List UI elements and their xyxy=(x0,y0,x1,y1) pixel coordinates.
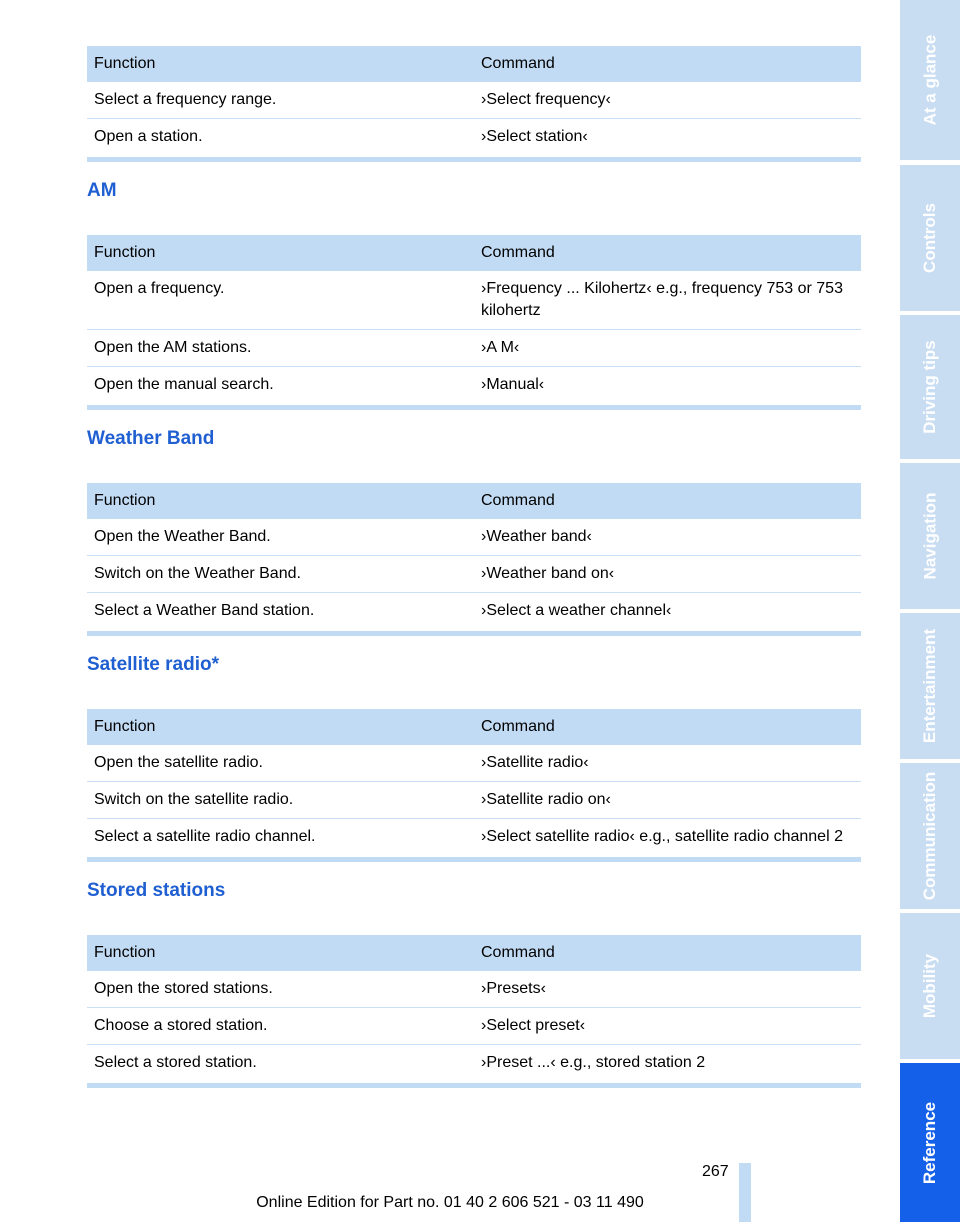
section-title-satellite-radio: Satellite radio* xyxy=(87,654,219,675)
column-header-command: Command xyxy=(474,235,861,271)
table-row xyxy=(87,119,861,156)
function-cell: Select a stored station. xyxy=(94,1054,257,1071)
table-row xyxy=(87,593,861,630)
command-cell: ›Frequency ... Kilohertz‹ e.g., frequency 753 or 753 kilohertz xyxy=(474,271,861,330)
section-title-stored-stations: Stored stations xyxy=(87,880,226,901)
sidebar-tab-controls[interactable] xyxy=(900,165,960,311)
command-cell: ›Manual‹ xyxy=(481,376,545,393)
chapter-sidebar xyxy=(900,0,960,1222)
function-cell: Open the stored stations. xyxy=(87,971,474,1008)
page-content xyxy=(87,46,861,1088)
page-number: 267 xyxy=(702,1163,729,1180)
sidebar-tab-label: Controls xyxy=(920,203,940,273)
function-cell: Select a satellite radio channel. xyxy=(94,828,316,845)
column-header-function: Function xyxy=(87,935,474,971)
command-table-am xyxy=(87,235,861,403)
function-cell: Open the manual search. xyxy=(94,376,274,393)
sidebar-tab-reference[interactable] xyxy=(900,1063,960,1222)
sidebar-tab-label: Communication xyxy=(920,771,940,901)
sidebar-tab-label: Entertainment xyxy=(920,628,940,744)
function-cell: Switch on the satellite radio. xyxy=(87,782,474,819)
table-row xyxy=(87,556,861,593)
section-title-weather-band: Weather Band xyxy=(87,428,215,449)
sidebar-tab-label: Reference xyxy=(920,1101,939,1184)
table-end-bar xyxy=(87,1083,861,1088)
footer-edition-note: Online Edition for Part no. 01 40 2 606 521 - 03 11 490 xyxy=(256,1194,644,1211)
table-row xyxy=(87,782,861,819)
sidebar-tab-entertainment[interactable] xyxy=(900,613,960,759)
column-header-function: Function xyxy=(87,709,474,745)
table-row xyxy=(87,819,861,856)
table-row xyxy=(87,745,861,782)
sidebar-tab-driving-tips[interactable] xyxy=(900,315,960,459)
column-header-command: Command xyxy=(474,935,861,971)
function-cell: Open a frequency. xyxy=(87,271,474,330)
table-row xyxy=(87,1045,861,1082)
page-number-bar xyxy=(739,1163,751,1222)
column-header-command: Command xyxy=(474,709,861,745)
command-cell: ›Select station‹ xyxy=(481,128,588,145)
command-table-weather-band xyxy=(87,483,861,629)
command-cell: ›Satellite radio on‹ xyxy=(474,782,861,819)
sidebar-tab-label: Driving tips xyxy=(920,340,940,434)
function-cell: Select a frequency range. xyxy=(87,82,474,119)
table-row xyxy=(87,1008,861,1045)
command-cell: ›Select preset‹ xyxy=(474,1008,861,1045)
column-header-command: Command xyxy=(474,46,861,82)
table-row xyxy=(87,367,861,404)
command-table-stored-stations xyxy=(87,935,861,1081)
function-cell: Select a Weather Band station. xyxy=(94,602,315,619)
section-title-am: AM xyxy=(87,180,117,201)
command-cell: ›Presets‹ xyxy=(474,971,861,1008)
command-cell: ›Select frequency‹ xyxy=(474,82,861,119)
sidebar-tab-label: Mobility xyxy=(920,953,939,1019)
command-cell: ›Select satellite radio‹ e.g., satellite radio channel 2 xyxy=(481,828,843,845)
command-table-tuning xyxy=(87,46,861,155)
column-header-function: Function xyxy=(87,483,474,519)
column-header-function: Function xyxy=(87,235,474,271)
command-table-satellite-radio xyxy=(87,709,861,855)
function-cell: Open the Weather Band. xyxy=(87,519,474,556)
sidebar-tab-at-a-glance[interactable] xyxy=(900,0,960,160)
function-cell: Open a station. xyxy=(94,128,203,145)
table-row xyxy=(87,82,861,119)
function-cell: Open the AM stations. xyxy=(87,330,474,367)
sidebar-tab-label: At a glance xyxy=(920,34,940,126)
command-cell: ›Select a weather channel‹ xyxy=(481,602,672,619)
command-cell: ›Weather band on‹ xyxy=(474,556,861,593)
sidebar-tab-mobility[interactable] xyxy=(900,913,960,1059)
command-cell: ›A M‹ xyxy=(474,330,861,367)
function-cell: Choose a stored station. xyxy=(87,1008,474,1045)
function-cell: Switch on the Weather Band. xyxy=(87,556,474,593)
sidebar-tab-navigation[interactable] xyxy=(900,463,960,609)
table-row xyxy=(87,271,861,330)
function-cell: Open the satellite radio. xyxy=(87,745,474,782)
sidebar-tab-label: Navigation xyxy=(920,492,939,580)
command-cell: ›Preset ...‹ e.g., stored station 2 xyxy=(481,1054,706,1071)
command-cell: ›Weather band‹ xyxy=(474,519,861,556)
column-header-function: Function xyxy=(87,46,474,82)
column-header-command: Command xyxy=(474,483,861,519)
command-cell: ›Satellite radio‹ xyxy=(474,745,861,782)
table-row xyxy=(87,971,861,1008)
table-row xyxy=(87,330,861,367)
table-row xyxy=(87,519,861,556)
sidebar-tab-communication[interactable] xyxy=(900,763,960,909)
